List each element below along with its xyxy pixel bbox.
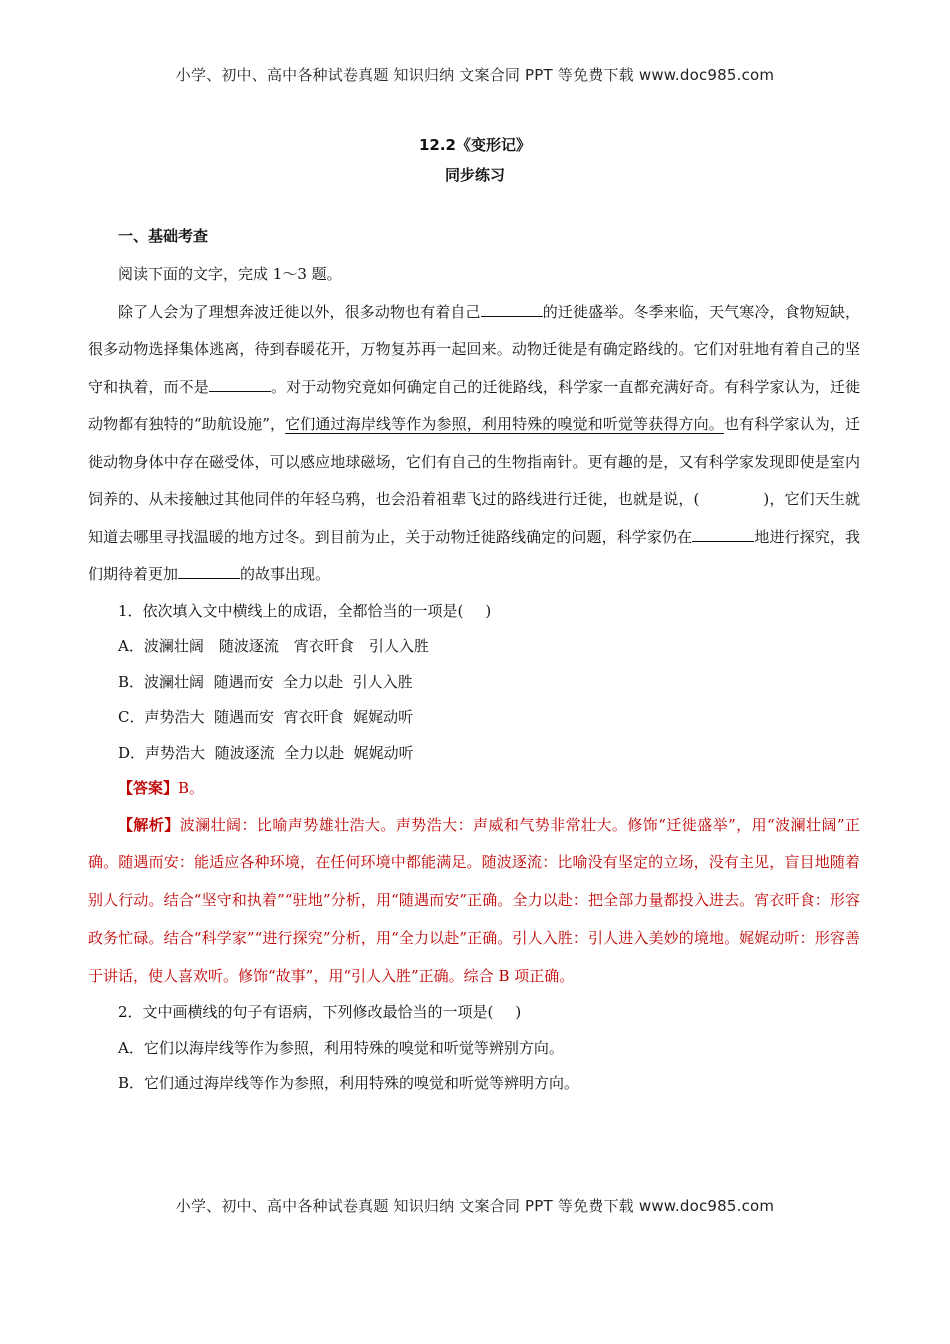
passage-part-5: )，它们天生就知道去哪里寻找温暖的地方过冬。到目前为止，关于动物迁徙路线确定的问题，科学家仍在 bbox=[88, 490, 861, 546]
question-2-text: 2．文中画横线的句子有语病，下列修改最恰当的一项是( bbox=[118, 1003, 494, 1022]
underlined-sentence: 它们通过海岸线等作为参照，利用特殊的嗅觉和听觉等获得方向。 bbox=[285, 415, 724, 433]
passage-part-7: 的故事出现。 bbox=[240, 565, 331, 583]
document-title: 12.2《变形记》 bbox=[418, 136, 531, 154]
explanation-tag: 【解析】 bbox=[118, 815, 180, 834]
passage-part-4: 也有科学家认为，迁徙动物身体中存在磁受体，可以感应地球磁场，它们有自己的生物指南针。更有趣的是，又有科学家发现即使是室内饲养的、从未接触过其他同伴的年轻乌鸦，也会沿着祖辈飞过的路线进行迁徙，也就是说，( bbox=[88, 415, 860, 508]
question-1-stem bbox=[88, 594, 860, 630]
fill-blank-3 bbox=[692, 527, 754, 542]
option-label: B． bbox=[118, 1074, 145, 1093]
answer-value: B。 bbox=[178, 779, 205, 797]
passage-part-6: 地进行探究，我们期待着更加 bbox=[88, 527, 860, 583]
question-1-paren-end: ) bbox=[485, 601, 492, 620]
question-1-option-b bbox=[88, 665, 860, 701]
option-label: C． bbox=[118, 708, 145, 726]
option-text: 它们通过海岸线等作为参照，利用特殊的嗅觉和听觉等辨明方向。 bbox=[144, 1074, 580, 1093]
page-footer: 小学、初中、高中各种试卷真题 知识归纳 文案合同 PPT 等免费下载 www.doc985.com bbox=[175, 1197, 775, 1215]
option-label: D． bbox=[118, 743, 146, 762]
question-1-text: 1．依次填入文中横线上的成语，全都恰当的一项是( bbox=[118, 601, 464, 620]
section-heading: 一、基础考查 bbox=[118, 227, 209, 245]
fill-blank-4 bbox=[178, 564, 240, 579]
option-text: 它们以海岸线等作为参照，利用特殊的嗅觉和听觉等辨别方向。 bbox=[143, 1038, 564, 1057]
passage-part-1: 除了人会为了理想奔波迁徙以外，很多动物也有着自己 bbox=[118, 302, 481, 321]
answer-tag: 【答案】 bbox=[118, 779, 179, 797]
passage-part-2: 的迁徙盛举。冬季来临，天气寒冷，食物短缺，很多动物选择集体逃离，待到春暖花开，万物复苏再一起回来。动物迁徙是有确定路线的。它们对驻地有着自己的坚守和执着，而不是 bbox=[88, 302, 860, 396]
fill-blank-1 bbox=[481, 302, 543, 317]
option-text: 声势浩大 随波逐流 全力以赴 娓娓动听 bbox=[145, 743, 414, 762]
fill-blank-2 bbox=[209, 377, 271, 392]
explanation-text: 波澜壮阔：比喻声势雄壮浩大。声势浩大：声威和气势非常壮大。修饰“迁徙盛举”，用“波澜壮阔”正确。随遇而安：能适应各种环境，在任何环境中都能满足。随波逐流：比喻没有坚定的立场，没有主见，盲目地随着别人行动。结合“坚守和执着”“驻地”分析，用“随遇而安”正确。全力以赴：把全部力量都投入进去。宵衣旰食：形容政务忙碌。结合“科学家”“进行探究”分析，用“全力以赴”正确。引人入胜：引人进入美妙的境地。娓娓动听：形容善于讲话，使人喜欢听。修饰“故事”，用“引人入胜”正确。综合 B 项正确。 bbox=[88, 815, 860, 985]
page-header: 小学、初中、高中各种试卷真题 知识归纳 文案合同 PPT 等免费下载 www.doc985.com bbox=[175, 66, 775, 84]
question-1-option-a bbox=[88, 629, 860, 665]
option-text: 声势浩大 随遇而安 宵衣旰食 娓娓动听 bbox=[144, 708, 414, 726]
question-1-answer bbox=[88, 771, 860, 807]
option-label: B． bbox=[118, 672, 145, 691]
question-1-option-c bbox=[88, 700, 860, 736]
question-2-option-a bbox=[88, 1031, 860, 1067]
option-label: A． bbox=[118, 637, 144, 655]
document-subtitle: 同步练习 bbox=[444, 166, 505, 184]
passage-part-3: 。对于动物究竟如何确定自己的迁徙路线，科学家一直都充满好奇。有科学家认为，迁徙动物都有独特的“助航设施”， bbox=[88, 377, 860, 433]
question-2-stem bbox=[88, 995, 860, 1031]
instruction: 阅读下面的文字，完成 1～3 题。 bbox=[118, 265, 342, 283]
option-text: 波澜壮阔 随遇而安 全力以赴 引人入胜 bbox=[144, 672, 413, 691]
question-1-option-d bbox=[88, 736, 860, 772]
option-label: A． bbox=[118, 1038, 144, 1057]
question-2-paren-end: ) bbox=[515, 1003, 522, 1022]
question-2-option-b bbox=[88, 1066, 860, 1102]
option-text: 波澜壮阔 随波逐流 宵衣旰食 引人入胜 bbox=[143, 637, 429, 655]
reading-passage bbox=[88, 294, 860, 594]
document-body bbox=[88, 222, 860, 1102]
question-1-explanation bbox=[88, 807, 860, 996]
